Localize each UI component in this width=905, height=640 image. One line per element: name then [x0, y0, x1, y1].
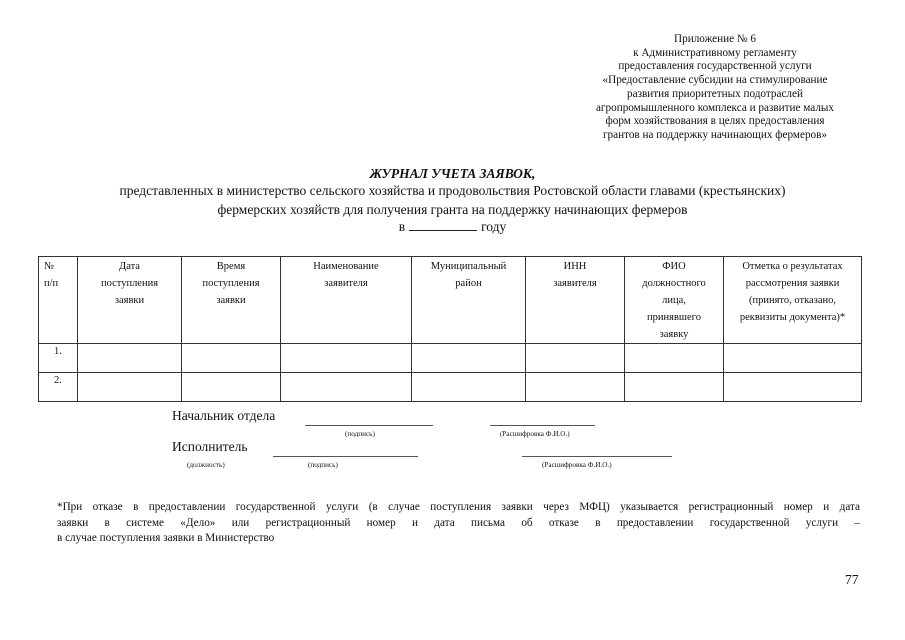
- appendix-line: форм хозяйствования в целях предоставления: [605, 115, 825, 128]
- journal-subtitle-line-2: фермерских хозяйств для получения гранта на поддержку начинающих фермеров: [217, 202, 688, 217]
- executor-decoding-line: [522, 456, 672, 457]
- table-cell: [182, 344, 281, 373]
- table-cell: [724, 373, 862, 402]
- appendix-line: агропромышленного комплекса и развитие малых: [595, 101, 835, 114]
- executor-signature-line: [273, 456, 418, 457]
- appendix-line: грантов на поддержку начинающих фермеров»: [602, 128, 828, 141]
- header-time: Время поступления заявки: [182, 257, 281, 344]
- header-inn: ИНН заявителя: [526, 257, 625, 344]
- header-applicant-name: Наименование заявителя: [281, 257, 412, 344]
- footnote-line-2: заявки в системе «Дело» или регистрационный номер и дата письма об отказе в предоставлении государственной услуги –: [57, 516, 860, 529]
- footnote-line-1: *При отказе в предоставлении государственной услуги (в случае поступления заявки через МФЦ) указывается регистрационный номер и дата: [57, 501, 860, 513]
- table-cell: [78, 373, 182, 402]
- row-number: 2.: [39, 373, 78, 402]
- appendix-line: развития приоритетных подотраслей: [627, 87, 803, 100]
- table-cell: [625, 373, 724, 402]
- table-cell: [182, 373, 281, 402]
- journal-table: [38, 256, 862, 402]
- table-cell: [526, 373, 625, 402]
- appendix-line: к Административному регламенту: [633, 46, 797, 59]
- table-cell: [281, 373, 412, 402]
- journal-subtitle-line-1: представленных в министерство сельского хозяйства и продовольствия Ростовской области главами (крестьянских): [119, 183, 786, 198]
- appendix-line: предоставления государственной услуги: [618, 60, 812, 73]
- year-prefix: в: [398, 219, 406, 234]
- head-signature-line: [305, 425, 433, 426]
- header-number: № п/п: [39, 257, 78, 344]
- caption-position: (должность): [187, 461, 225, 469]
- appendix-line: «Предоставление субсидии на стимулирование: [602, 74, 828, 87]
- table-cell: [78, 344, 182, 373]
- header-result-mark: Отметка о результатах рассмотрения заявки (принято, отказано, реквизиты документа)*: [724, 257, 862, 344]
- page-number: 77: [845, 572, 859, 587]
- head-decoding-line: [490, 425, 595, 426]
- appendix-line: Приложение № 6: [674, 33, 756, 45]
- journal-year-line: [0, 219, 905, 235]
- table-row: [39, 344, 862, 373]
- caption-decoding-2: (Расшифровка Ф.И.О.): [542, 461, 612, 469]
- table-cell: [281, 344, 412, 373]
- year-blank-field: [409, 219, 477, 231]
- executor-label: Исполнитель: [172, 439, 248, 454]
- table-cell: [412, 373, 526, 402]
- table-cell: [526, 344, 625, 373]
- footnote: [57, 500, 860, 547]
- header-date: Дата поступления заявки: [78, 257, 182, 344]
- header-official-name: ФИО должностного лица, принявшего заявку: [625, 257, 724, 344]
- caption-signature-2: (подпись): [308, 461, 338, 469]
- table-row: [39, 373, 862, 402]
- table-cell: [412, 344, 526, 373]
- journal-title: ЖУРНАЛ УЧЕТА ЗАЯВОК,: [369, 166, 536, 181]
- head-of-department-label: Начальник отдела: [172, 408, 276, 423]
- year-suffix: году: [481, 219, 507, 234]
- table-cell: [724, 344, 862, 373]
- footnote-line-3: в случае поступления заявки в Министерство: [57, 532, 275, 544]
- caption-decoding: (Расшифровка Ф.И.О.): [500, 430, 570, 438]
- appendix-header: [560, 33, 870, 143]
- caption-signature: (подпись): [345, 430, 375, 438]
- table-cell: [625, 344, 724, 373]
- table-header-row: [39, 257, 862, 344]
- row-number: 1.: [39, 344, 78, 373]
- header-municipal-district: Муниципальный район: [412, 257, 526, 344]
